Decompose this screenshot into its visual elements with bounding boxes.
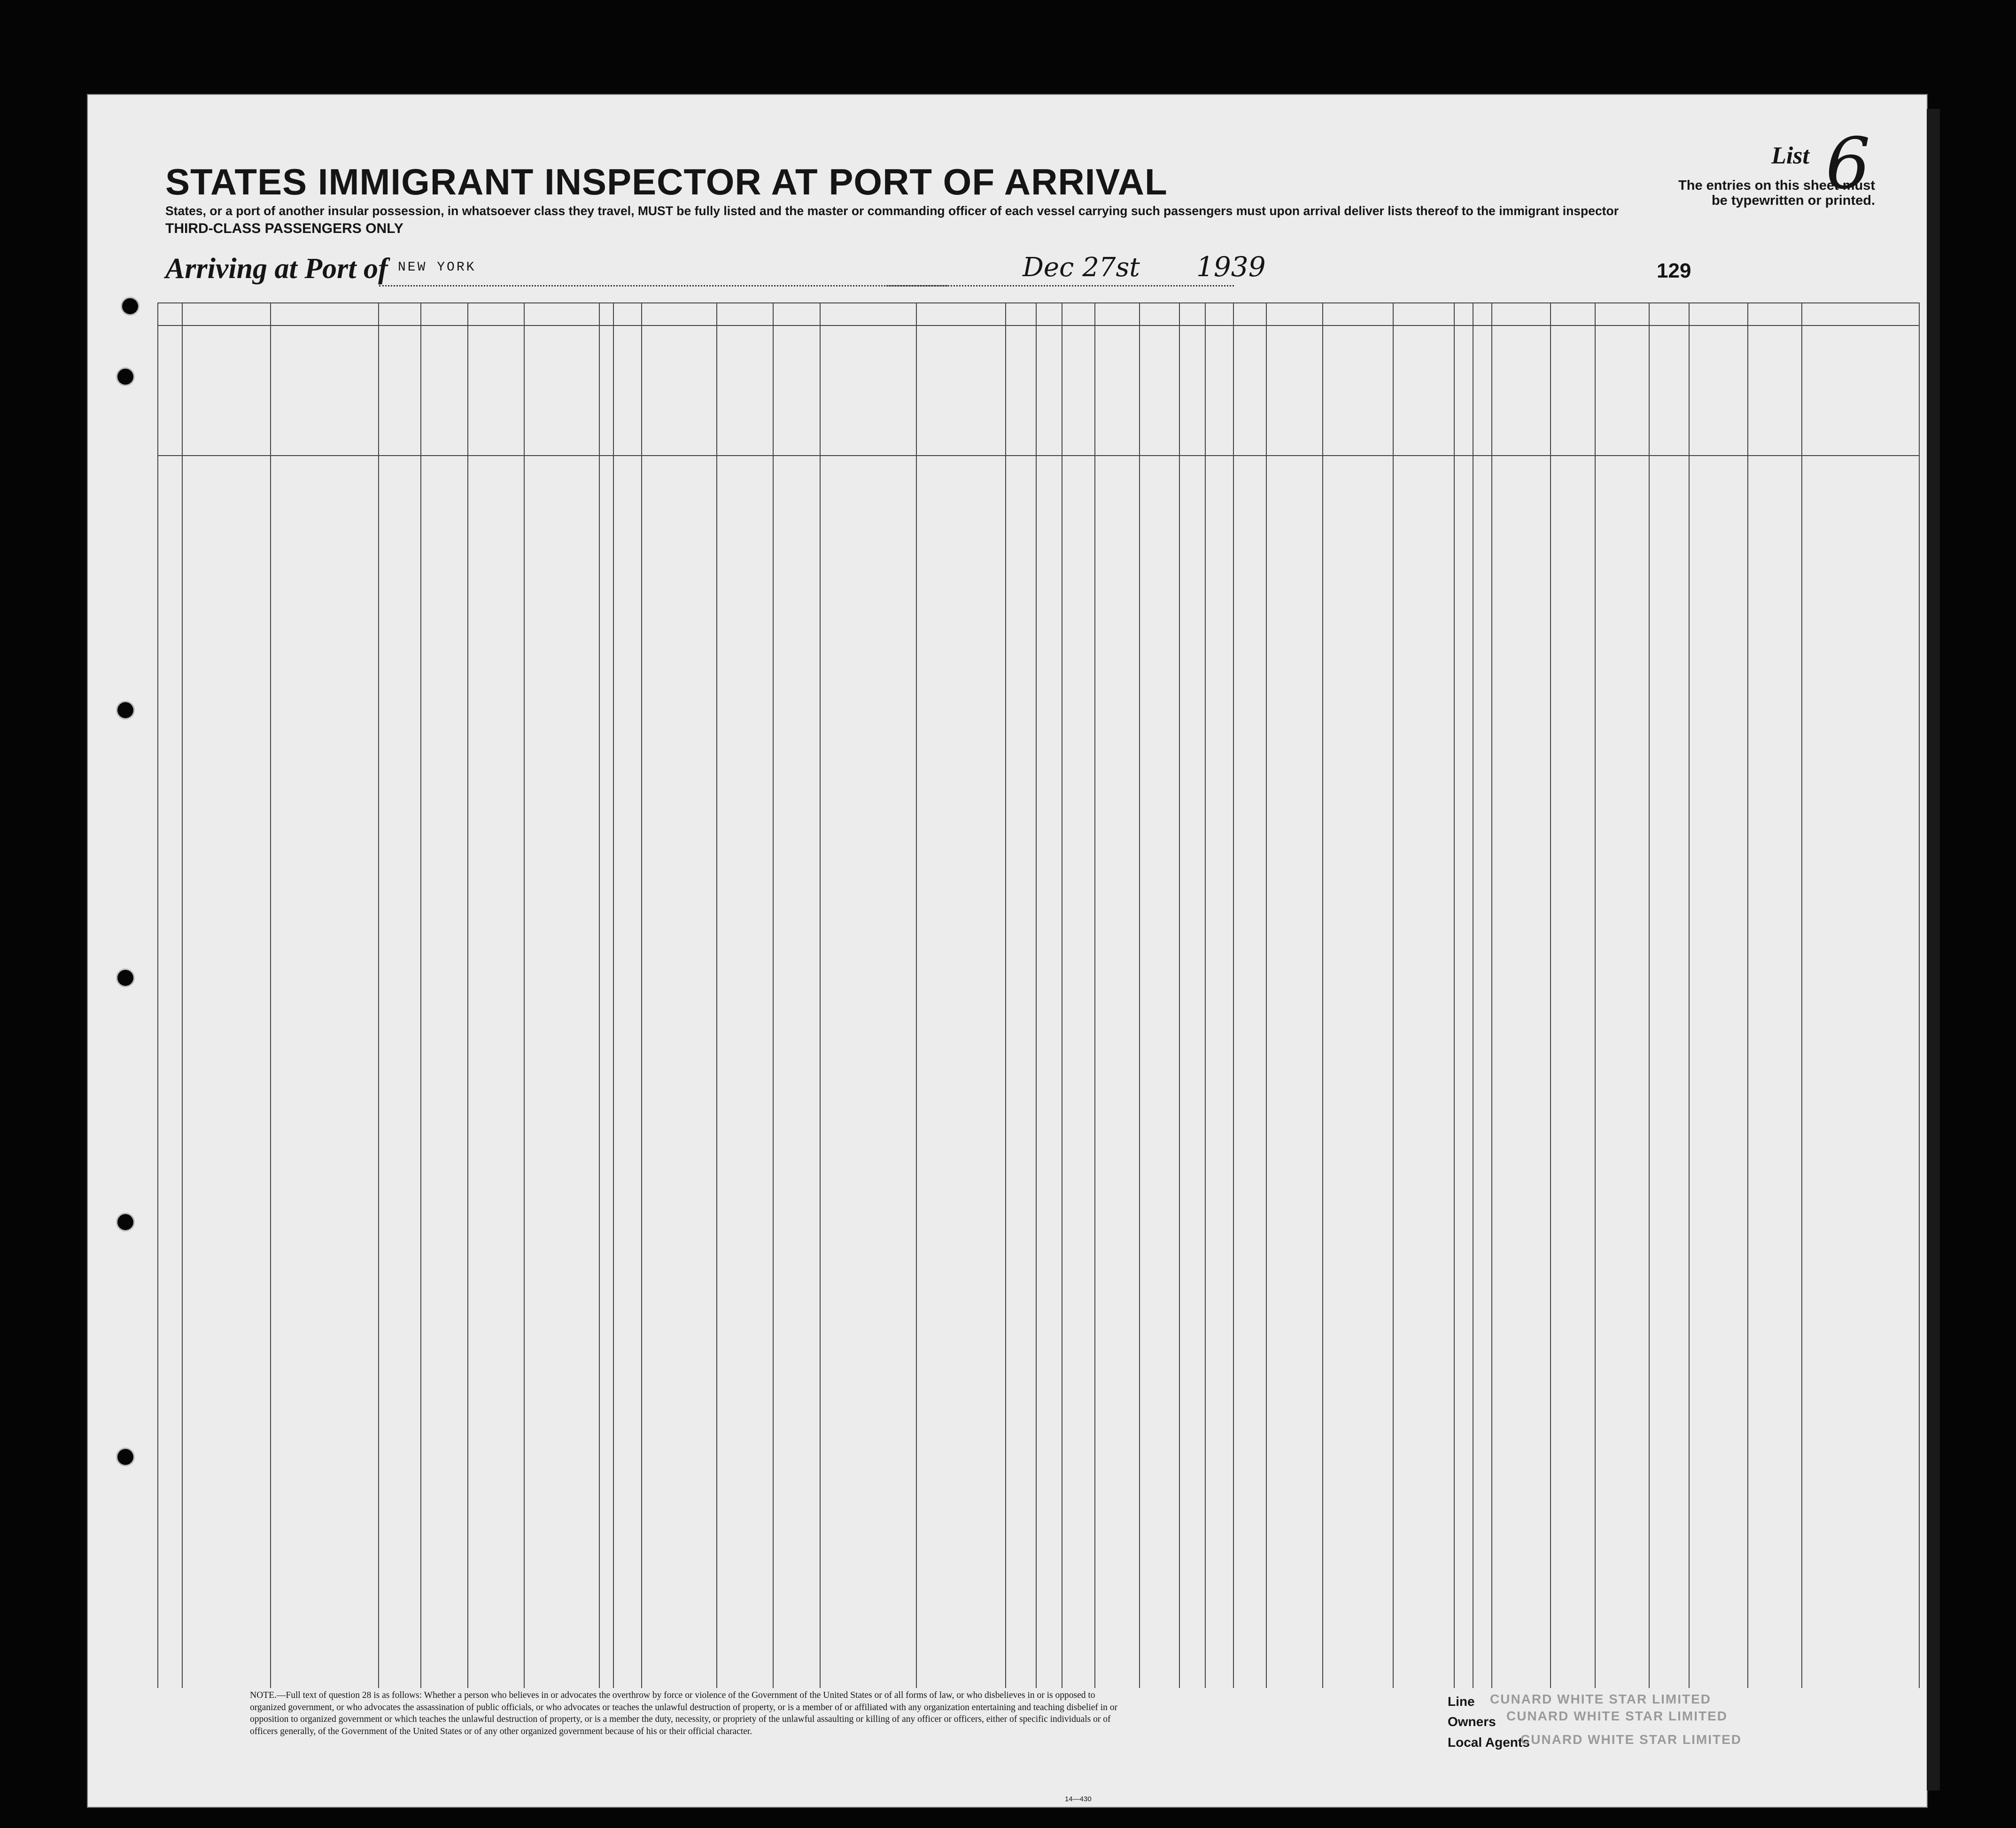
page-subtitle: States, or a port of another insular possession, in whatsoever class they travel, MUST be fully listed and the master or commanding officer of each vessel carrying such passengers must upon arrival deliver lists thereof to the immigrant inspector (165, 204, 1619, 218)
column-rule (1233, 302, 1234, 1688)
column-rule (378, 302, 379, 1688)
column-rule (467, 302, 468, 1688)
manifest-table (157, 302, 1919, 1688)
port-value: NEW YORK (398, 260, 476, 275)
line-label: Line (1448, 1694, 1475, 1709)
list-note: The entries on this sheet must be typewritten or printed. (1678, 178, 1875, 208)
column-rule (641, 302, 642, 1688)
list-label: List (1771, 142, 1809, 169)
column-rule (1801, 302, 1802, 1688)
column-rule (1393, 302, 1394, 1688)
column-rule (820, 302, 821, 1688)
column-rule (599, 302, 600, 1688)
column-rule (1689, 302, 1690, 1688)
agents-label: Local Agents (1448, 1735, 1530, 1750)
manifest-sheet (87, 94, 1928, 1808)
arriving-label: Arriving at Port of (165, 253, 388, 285)
header-rule (157, 455, 1919, 456)
owners-stamp: CUNARD WHITE STAR LIMITED (1506, 1709, 1728, 1723)
column-rule (1179, 302, 1180, 1688)
punch-hole (116, 968, 135, 987)
punch-hole (116, 701, 135, 720)
punch-hole (116, 1448, 135, 1466)
column-rule (1491, 302, 1492, 1688)
column-rule (1005, 302, 1006, 1688)
footer-note: NOTE.—Full text of question 28 is as follows: Whether a person who believes in or advocates the overthrow by force or violence of the Government of the United States or of all forms of law, or who disbelieves in or is opposed to organized government, or who advocates the assassination of public officials, or who advocates or teaches the unlawful destruction of property, or is a member of or affiliated with any organization entertaining and teaching disbelief in or opposition to organized government or which teaches the unlawful destruction of property, or is a member the duty, necessity, or propriety of the unlawful assaulting or killing of any officer or officers, either of specific individuals or of officers generally, of the Government of the United States or of any other organized government because of his or their official character. (250, 1690, 1118, 1737)
column-rule (916, 302, 917, 1688)
column-rule (420, 302, 421, 1688)
column-rule (773, 302, 774, 1688)
page-title: STATES IMMIGRANT INSPECTOR AT PORT OF ARRIVAL (165, 161, 1168, 202)
form-code: 14—430 (1065, 1795, 1092, 1803)
line-stamp: CUNARD WHITE STAR LIMITED (1490, 1692, 1711, 1706)
owners-label: Owners (1448, 1714, 1496, 1729)
header-rule (157, 325, 1919, 326)
column-rule (1595, 302, 1596, 1688)
column-rule (1454, 302, 1455, 1688)
column-rule (1649, 302, 1650, 1688)
punch-hole (121, 297, 140, 316)
column-rule (1322, 302, 1323, 1688)
column-rule (270, 302, 271, 1688)
column-rule (1266, 302, 1267, 1688)
punch-hole (116, 1213, 135, 1232)
punch-hole (116, 367, 135, 386)
agents-stamp: CUNARD WHITE STAR LIMITED (1520, 1732, 1742, 1747)
column-rule (1747, 302, 1748, 1688)
column-rule (1550, 302, 1551, 1688)
page-code: 129 (1657, 259, 1691, 282)
class-line: THIRD-CLASS PASSENGERS ONLY (165, 221, 403, 236)
arrival-date: Dec 27st (1023, 252, 1140, 283)
column-rule (1205, 302, 1206, 1688)
column-rule (157, 302, 158, 1688)
arrival-year: 1939 (1196, 251, 1266, 283)
column-rule (1094, 302, 1095, 1688)
column-rule (1139, 302, 1140, 1688)
column-rule (1919, 302, 1920, 1688)
column-rule (1036, 302, 1037, 1688)
header-rule (157, 302, 1919, 303)
column-rule (182, 302, 183, 1688)
column-rule (524, 302, 525, 1688)
list-number: 6 (1825, 123, 1870, 205)
column-rule (716, 302, 717, 1688)
column-rule (613, 302, 614, 1688)
